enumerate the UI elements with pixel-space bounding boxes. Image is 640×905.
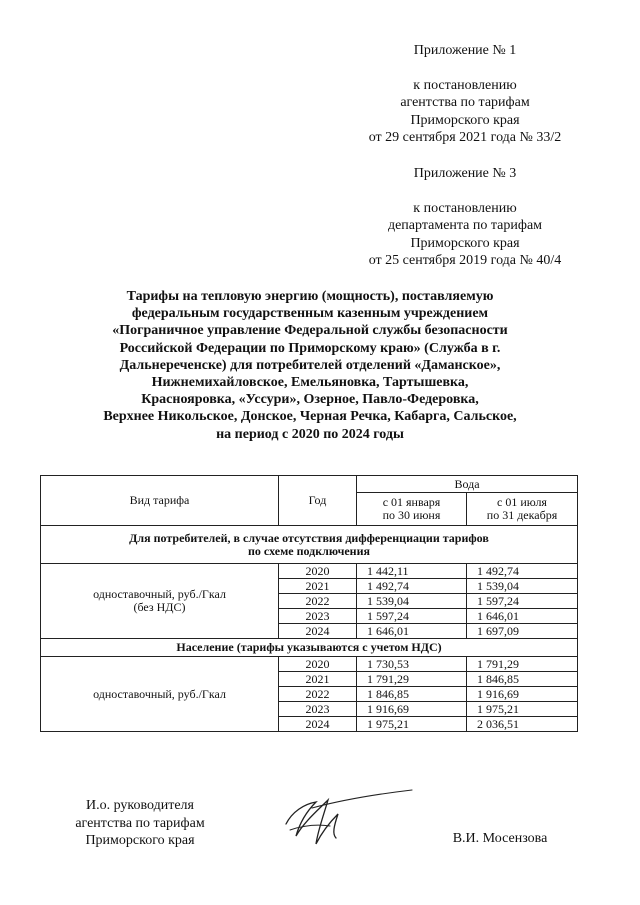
section-header-row: [41, 526, 578, 564]
tariff-value: 1 846,85: [467, 672, 578, 687]
table-row: [41, 657, 578, 672]
header-water: Вода: [357, 476, 578, 493]
tariff-value: 1 975,21: [357, 717, 467, 732]
header-period-1: с 01 января по 30 июня: [357, 493, 467, 526]
tariff-value: 1 597,24: [467, 594, 578, 609]
tariff-value: 2 036,51: [467, 717, 578, 732]
document-title-line: Нижнемихайловское, Емельяновка, Тартышевка,: [151, 375, 469, 391]
year-cell: 2021: [279, 579, 357, 594]
annex-3-title: Приложение № 3: [413, 166, 517, 181]
section-title: Для потребителей, в случае отсутствия дифференциации тарифов по схеме подключения: [41, 526, 578, 564]
table-header-row: [41, 476, 578, 493]
document-title-line: Российской Федерации по Приморскому краю» (Служба в г.: [119, 340, 501, 356]
year-cell: 2022: [279, 594, 357, 609]
document-title-line: Дальнереченске) для потребителей отделений «Даманское»,: [119, 357, 501, 373]
document-title-line: «Пограничное управление Федеральной службы безопасности: [112, 323, 508, 339]
tariff-value: 1 539,04: [467, 579, 578, 594]
header-period-2: с 01 июля по 31 декабря: [467, 493, 578, 526]
tariff-value: 1 442,11: [357, 564, 467, 579]
section-header-row: [41, 639, 578, 657]
annex-3-line: от 25 сентября 2019 года № 40/4: [368, 253, 562, 268]
annex-1-line: Приморского края: [410, 112, 520, 128]
document-title: [80, 288, 540, 443]
year-cell: 2024: [279, 717, 357, 732]
year-cell: 2023: [279, 609, 357, 624]
annex-1-line: агентства по тарифам: [400, 95, 530, 110]
annex-1-line: от 29 сентября 2021 года № 33/2: [368, 130, 562, 145]
signatory-name: В.И. Мосензова: [452, 831, 548, 846]
annex-3-line: департамента по тарифам: [387, 218, 543, 233]
tariff-value: 1 492,74: [357, 579, 467, 594]
tariff-value: 1 646,01: [467, 609, 578, 624]
annex-3-line: к постановлению: [413, 200, 517, 216]
year-cell: 2024: [279, 624, 357, 639]
document-title-line: федеральным государственным казенным учреждением: [131, 306, 489, 322]
document-title-line: Краснояровка, «Уссури», Озерное, Павло-Федеровка,: [141, 392, 479, 408]
tariff-value: 1 646,01: [357, 624, 467, 639]
tariff-label: одноставочный, руб./Гкал (без НДС): [41, 564, 279, 639]
annex-1-line: к постановлению: [413, 77, 517, 93]
annex-1-block: [330, 42, 600, 147]
header-tariff-type: Вид тарифа: [41, 476, 279, 526]
document-title-line: Верхнее Никольское, Донское, Черная Речка, Кабарга, Сальское,: [103, 409, 517, 425]
section-title: Население (тарифы указываются с учетом НДС): [41, 639, 578, 657]
signatory-position-line: И.о. руководителя: [85, 798, 194, 813]
year-cell: 2023: [279, 702, 357, 717]
tariff-value: 1 846,85: [357, 687, 467, 702]
tariff-value: 1 597,24: [357, 609, 467, 624]
year-cell: 2020: [279, 564, 357, 579]
tariff-value: 1 697,09: [467, 624, 578, 639]
annex-1-title: Приложение № 1: [413, 43, 517, 58]
annex-3-line: Приморского края: [410, 235, 520, 251]
tariff-table: [40, 475, 578, 732]
tariff-value: 1 916,69: [467, 687, 578, 702]
signatory-position-line: агентства по тарифам: [75, 815, 205, 831]
handwritten-signature: [282, 786, 417, 851]
document-title-line: на период с 2020 по 2024 годы: [216, 426, 404, 442]
year-cell: 2022: [279, 687, 357, 702]
year-cell: 2020: [279, 657, 357, 672]
tariff-label: одноставочный, руб./Гкал: [41, 657, 279, 732]
tariff-value: 1 492,74: [467, 564, 578, 579]
table-row: [41, 564, 578, 579]
header-year: Год: [279, 476, 357, 526]
tariff-value: 1 791,29: [467, 657, 578, 672]
document-title-line: Тарифы на тепловую энергию (мощность), поставляемую: [126, 289, 494, 304]
annex-3-block: [330, 165, 600, 270]
signatory-position-line: Приморского края: [85, 833, 195, 848]
year-cell: 2021: [279, 672, 357, 687]
tariff-value: 1 730,53: [357, 657, 467, 672]
tariff-value: 1 539,04: [357, 594, 467, 609]
tariff-value: 1 791,29: [357, 672, 467, 687]
tariff-value: 1 975,21: [467, 702, 578, 717]
signatory-position: [50, 797, 230, 850]
tariff-value: 1 916,69: [357, 702, 467, 717]
